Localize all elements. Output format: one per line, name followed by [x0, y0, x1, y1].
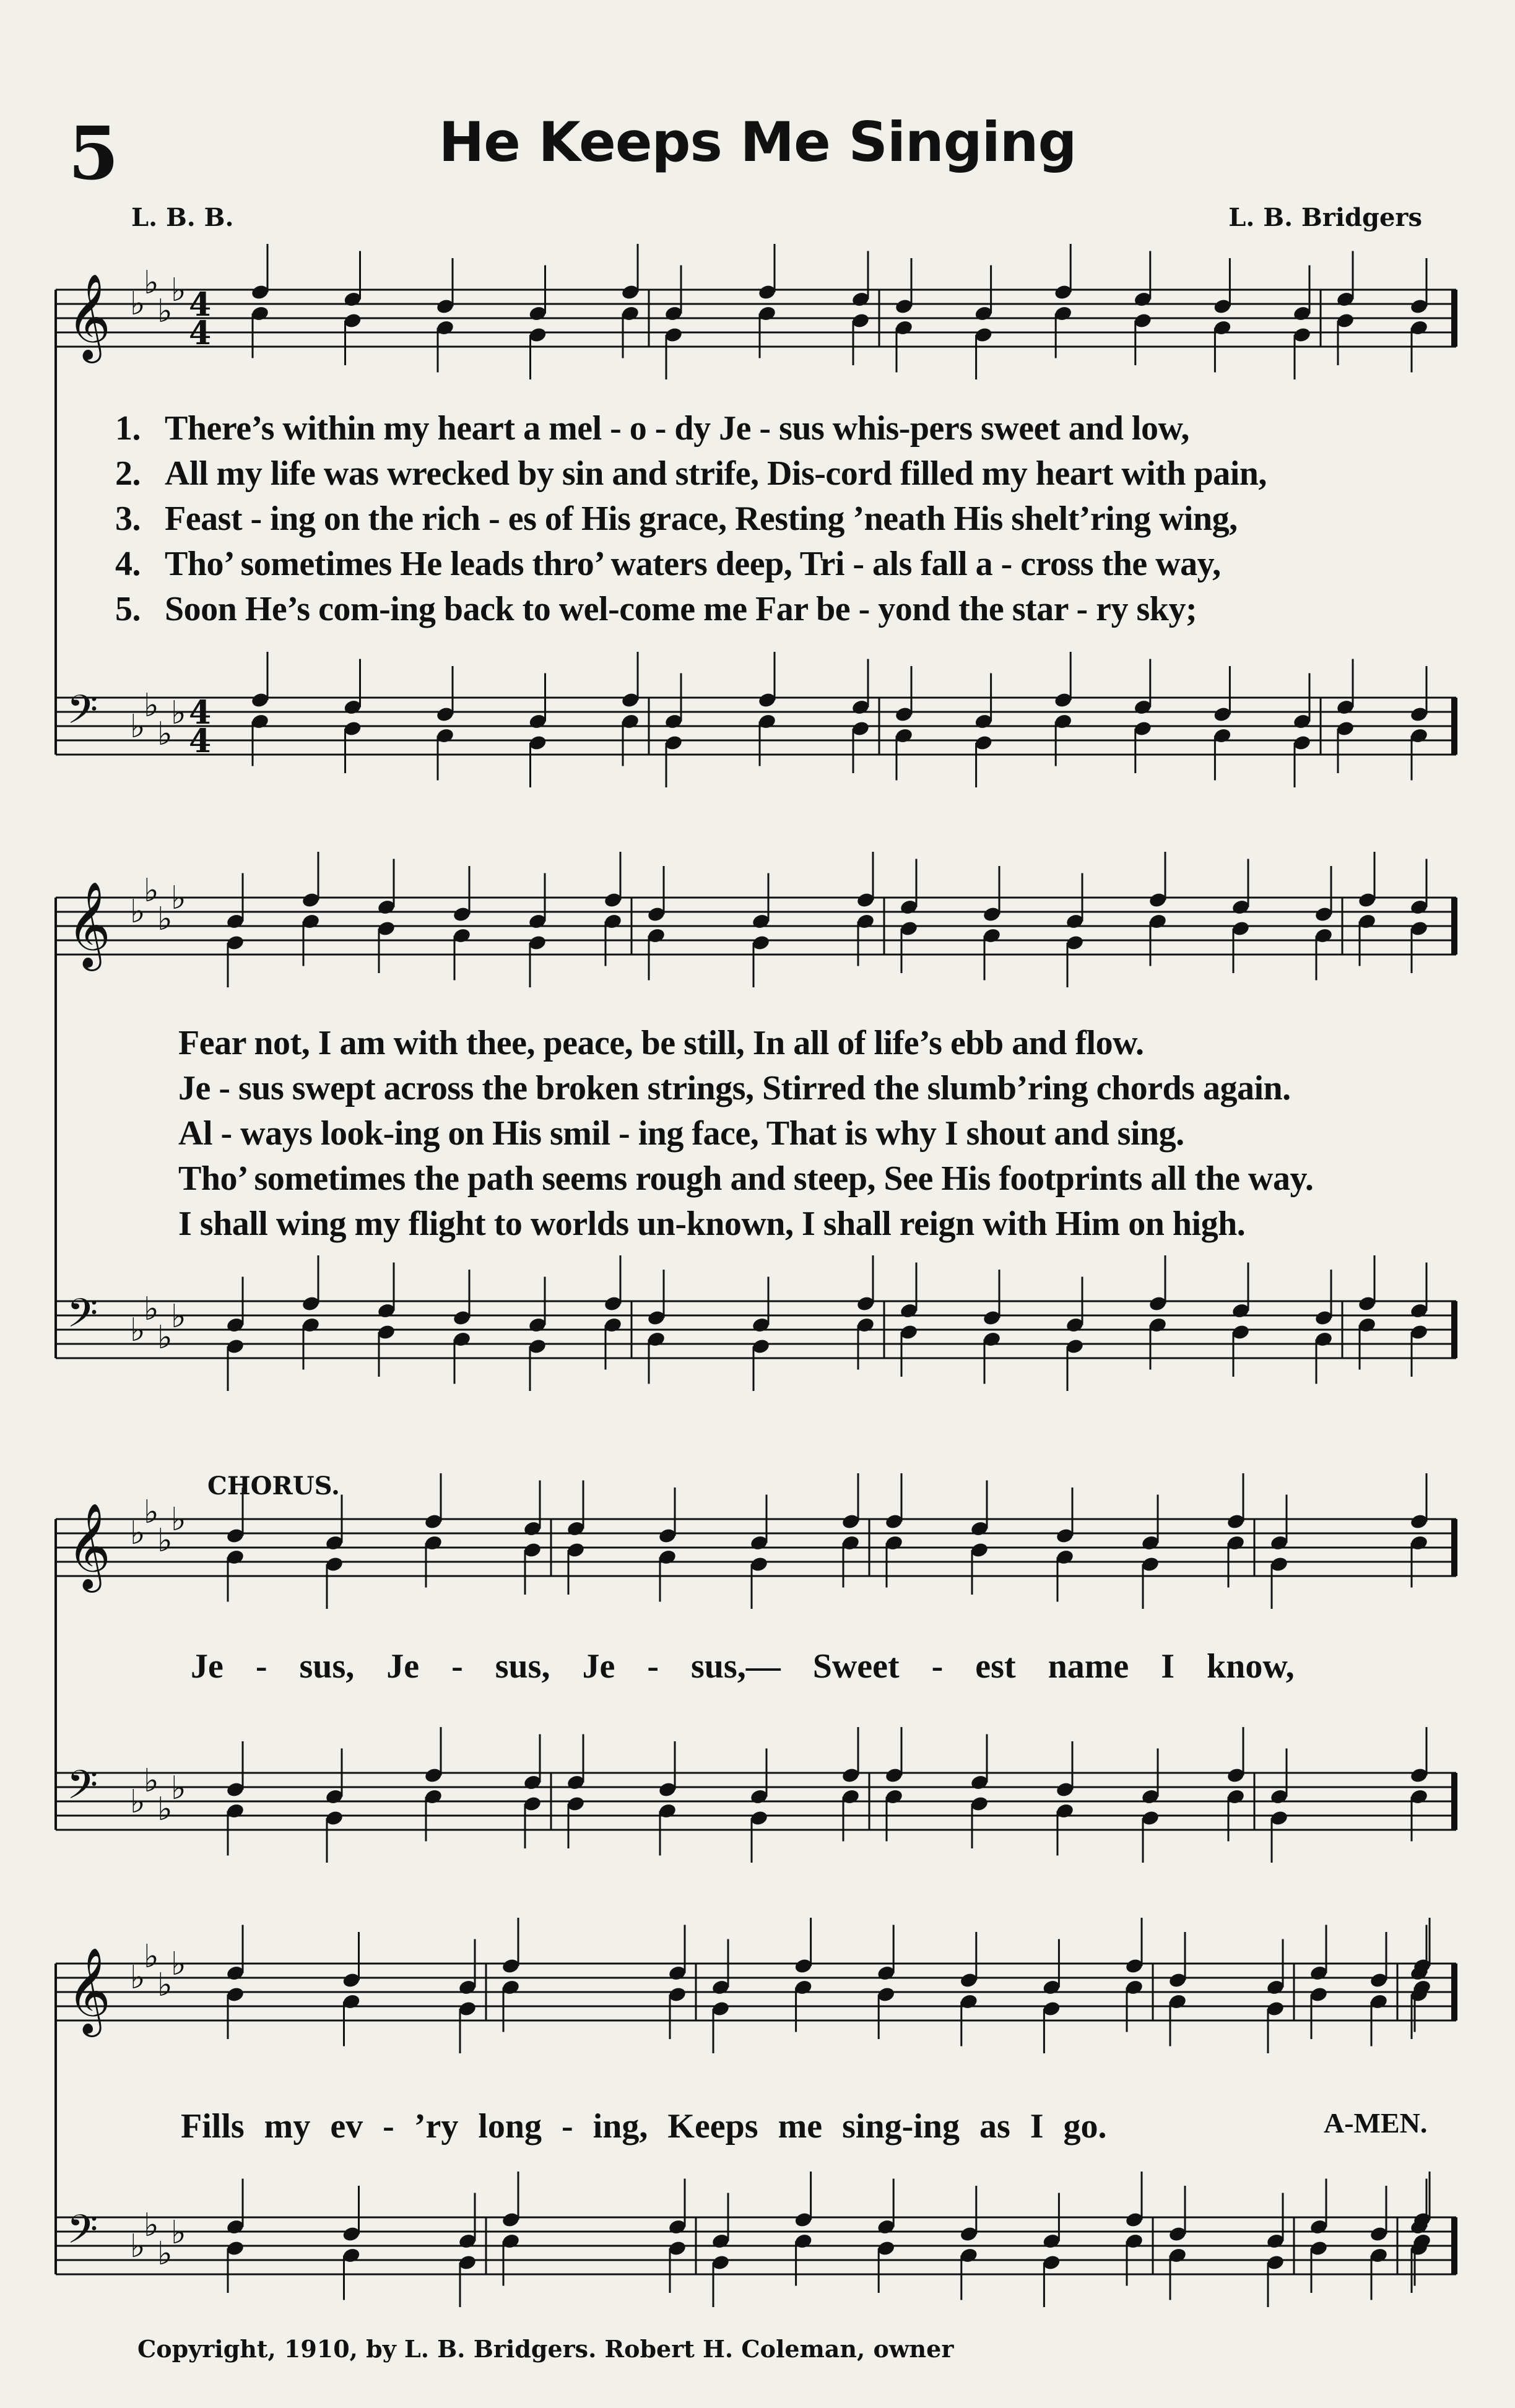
flat-icon: ♭	[144, 1291, 159, 1328]
flat-icon: ♭	[157, 2235, 173, 2272]
flat-icon: ♭	[171, 695, 186, 732]
verse-5-line-2: I shall wing my flight to worlds un-known, I shall reign with Him on high.	[178, 1205, 1246, 1243]
flat-icon: ♭	[130, 893, 145, 930]
treble-clef-icon: 𝄞	[67, 881, 111, 968]
time-signature: 4	[189, 694, 212, 732]
flat-icon: ♭	[144, 1762, 159, 1800]
chorus-line-1: Je - sus, Je - sus, Je - sus,— Sweet - est name I know,	[191, 1647, 1295, 1686]
flat-icon: ♭	[171, 1298, 186, 1335]
flat-icon: ♭	[171, 1501, 186, 1538]
final-barline	[1451, 1301, 1457, 1358]
flat-icon: ♭	[157, 716, 173, 753]
flat-icon: ♭	[144, 872, 159, 909]
flat-icon: ♭	[157, 901, 173, 938]
flat-icon: ♭	[130, 1959, 145, 1996]
verse-5-line-1: 5. Soon He’s com-ing back to wel-come me Far be - yond the star - ry sky;	[115, 590, 1197, 628]
flat-icon: ♭	[157, 1319, 173, 1356]
final-barline	[1451, 1773, 1457, 1830]
lyricist-credit: L. B. B.	[131, 203, 234, 232]
flat-icon: ♭	[171, 880, 186, 917]
flat-icon: ♭	[130, 708, 145, 745]
treble-clef-icon: 𝄞	[67, 274, 111, 360]
treble-clef-icon: 𝄞	[67, 1503, 111, 1589]
bass-clef-icon: 𝄢	[67, 1291, 98, 1346]
copyright-notice: Copyright, 1910, by L. B. Bridgers. Robert H. Coleman, owner	[137, 2335, 954, 2363]
flat-icon: ♭	[171, 2214, 186, 2251]
verse-1-line-1: 1. There’s within my heart a mel - o - dy Je - sus whis-pers sweet and low,	[115, 409, 1189, 448]
hymn-title: He Keeps Me Singing	[438, 110, 1077, 174]
final-barline	[1451, 2217, 1457, 2274]
time-signature: 4	[189, 722, 212, 760]
flat-icon: ♭	[130, 1515, 145, 1552]
final-barline	[1451, 698, 1457, 755]
flat-icon: ♭	[130, 285, 145, 323]
time-signature: 4	[189, 314, 212, 352]
final-barline	[1451, 290, 1457, 347]
verse-2-line-1: 2. All my life was wrecked by sin and strife, Dis-cord filled my heart with pain,	[115, 454, 1267, 493]
verse-3-line-2: Al - ways look-ing on His smil - ing face, That is why I shout and sing.	[178, 1114, 1184, 1153]
flat-icon: ♭	[130, 2228, 145, 2265]
flat-icon: ♭	[144, 687, 159, 724]
bass-clef-icon: 𝄢	[67, 2207, 98, 2263]
flat-icon: ♭	[171, 1770, 186, 1807]
flat-icon: ♭	[157, 293, 173, 330]
final-barline	[1451, 898, 1457, 955]
bass-clef-icon: 𝄢	[67, 1762, 98, 1818]
amen-lyric: A-MEN.	[1324, 2107, 1428, 2139]
chorus-line-2: Fills my ev - ’ry long - ing, Keeps me sing-ing as I go.	[181, 2107, 1107, 2146]
final-barline	[1451, 1964, 1457, 2020]
flat-icon: ♭	[144, 1938, 159, 1975]
flat-icon: ♭	[144, 264, 159, 301]
composer-credit: L. B. Bridgers	[1228, 203, 1422, 232]
flat-icon: ♭	[171, 272, 186, 309]
flat-icon: ♭	[157, 1791, 173, 1828]
flat-icon: ♭	[171, 1946, 186, 1983]
hymn-number: 5	[68, 110, 119, 196]
verse-4-line-1: 4. Tho’ sometimes He leads thro’ waters deep, Tri - als fall a - cross the way,	[115, 545, 1221, 583]
verse-4-line-2: Tho’ sometimes the path seems rough and steep, See His footprints all the way.	[178, 1159, 1314, 1198]
verse-1-line-2: Fear not, I am with thee, peace, be still, In all of life’s ebb and flow.	[178, 1024, 1144, 1062]
verse-3-line-1: 3. Feast - ing on the rich - es of His grace, Resting ’neath His shelt’ring wing,	[115, 500, 1238, 538]
treble-clef-icon: 𝄞	[67, 1947, 111, 2033]
time-signature: 4	[189, 286, 212, 324]
flat-icon: ♭	[130, 1783, 145, 1821]
flat-icon: ♭	[144, 1494, 159, 1531]
flat-icon: ♭	[144, 2207, 159, 2244]
chorus-label: CHORUS.	[207, 1471, 340, 1501]
verse-2-line-2: Je - sus swept across the broken strings, Stirred the slumb’ring chords again.	[178, 1069, 1291, 1107]
flat-icon: ♭	[157, 1967, 173, 2004]
final-barline	[1451, 1519, 1457, 1576]
flat-icon: ♭	[157, 1522, 173, 1559]
flat-icon: ♭	[130, 1312, 145, 1349]
bass-clef-icon: 𝄢	[67, 687, 98, 743]
